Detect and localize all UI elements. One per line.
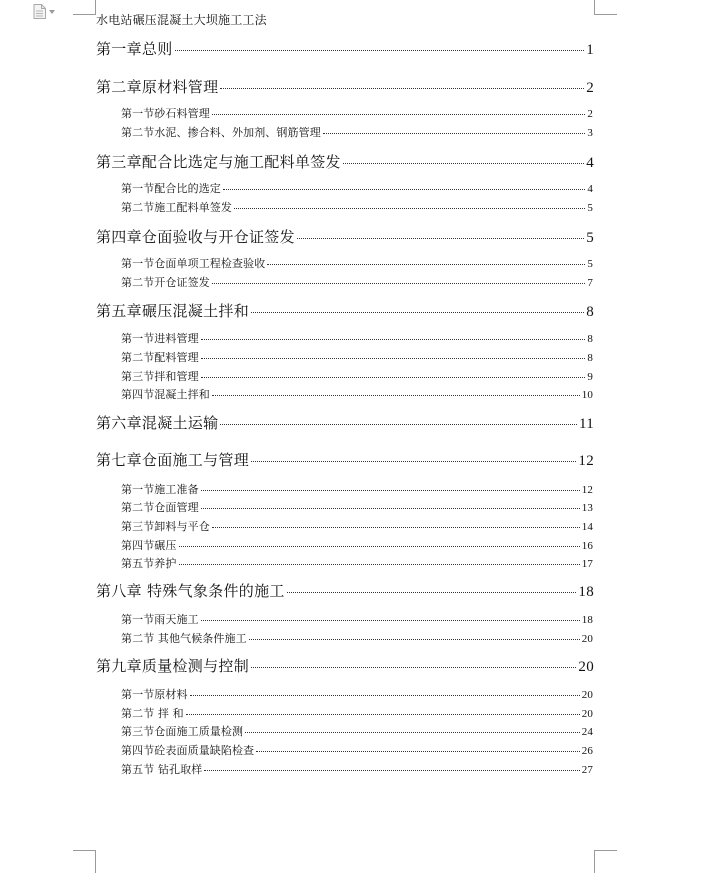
toc-section-entry[interactable] bbox=[121, 388, 593, 402]
toc-section-entry[interactable] bbox=[121, 351, 593, 365]
toc-section-entry[interactable] bbox=[121, 276, 593, 290]
toc-section-entry[interactable] bbox=[121, 201, 593, 215]
toc-leader-dots bbox=[201, 490, 580, 491]
toc-section-page-number: 5 bbox=[587, 258, 593, 270]
toc-leader-dots bbox=[190, 695, 580, 696]
toc-chapter-page-number: 12 bbox=[578, 453, 594, 469]
toc-section-title: 第二节开仓证签发 bbox=[121, 276, 210, 289]
toc-leader-dots bbox=[201, 508, 580, 509]
toc-section-title: 第一节进料管理 bbox=[121, 332, 199, 345]
toc-section-page-number: 3 bbox=[587, 127, 593, 139]
toc-section-page-number: 14 bbox=[581, 521, 593, 533]
toc-section-entry[interactable] bbox=[121, 725, 593, 739]
toc-chapter-title: 第五章碾压混凝土拌和 bbox=[96, 302, 250, 320]
toc-section-page-number: 27 bbox=[581, 764, 593, 776]
toc-leader-dots bbox=[323, 133, 586, 134]
toc-section-title: 第二节施工配料单签发 bbox=[121, 201, 232, 214]
toc-section-title: 第一节配合比的选定 bbox=[121, 182, 221, 195]
toc-section-title: 第一节砂石料管理 bbox=[121, 107, 210, 120]
toc-chapter-entry[interactable] bbox=[96, 450, 594, 471]
toc-leader-dots bbox=[201, 339, 586, 340]
toc-section-entry[interactable] bbox=[121, 632, 593, 646]
toc-chapter-title: 第四章仓面验收与开仓证签发 bbox=[96, 228, 295, 246]
toc-chapter-entry[interactable] bbox=[96, 413, 594, 434]
toc-section-entry[interactable] bbox=[121, 107, 593, 121]
toc-leader-dots bbox=[267, 264, 585, 265]
toc-leader-dots bbox=[179, 564, 580, 565]
toc-chapter-title: 第九章质量检测与控制 bbox=[96, 657, 250, 675]
toc-section-page-number: 7 bbox=[587, 277, 593, 289]
toc-section-title: 第二节水泥、掺合料、外加剂、钢筋管理 bbox=[121, 126, 321, 139]
toc-chapter-page-number: 18 bbox=[578, 584, 594, 600]
toc-leader-dots bbox=[234, 208, 585, 209]
toc-leader-dots bbox=[251, 312, 584, 313]
toc-chapter-entry[interactable] bbox=[96, 227, 594, 248]
toc-chapter-title: 第三章配合比选定与施工配料单签发 bbox=[96, 153, 341, 171]
toc-section-title: 第三节仓面施工质量检测 bbox=[121, 725, 244, 738]
toc-leader-dots bbox=[343, 163, 584, 164]
toc-leader-dots bbox=[297, 238, 584, 239]
toc-section-entry[interactable] bbox=[121, 613, 593, 627]
toc-section-title: 第一节仓面单项工程检查验收 bbox=[121, 257, 266, 270]
toc-chapter-entry[interactable] bbox=[96, 301, 594, 322]
toc-chapter-entry[interactable] bbox=[96, 152, 594, 173]
toc-section-page-number: 16 bbox=[581, 540, 593, 552]
toc-section-title: 第四节混凝土拌和 bbox=[121, 388, 210, 401]
toc-chapter-title: 第一章总则 bbox=[96, 40, 173, 58]
toc-chapter-page-number: 20 bbox=[578, 659, 594, 675]
toc-section-page-number: 20 bbox=[581, 689, 593, 701]
toc-leader-dots bbox=[220, 88, 584, 89]
toc-leader-dots bbox=[287, 592, 577, 593]
toc-leader-dots bbox=[249, 639, 580, 640]
toc-chapter-entry[interactable] bbox=[96, 581, 594, 602]
toc-section-page-number: 24 bbox=[581, 726, 593, 738]
toc-section-entry[interactable] bbox=[121, 688, 593, 702]
toc-section-page-number: 13 bbox=[581, 502, 593, 514]
toc-section-page-number: 20 bbox=[581, 633, 593, 645]
toc-leader-dots bbox=[212, 283, 586, 284]
toc-section-entry[interactable] bbox=[121, 501, 593, 515]
crop-mark-bottom-left bbox=[73, 850, 96, 873]
toc-leader-dots bbox=[245, 732, 580, 733]
document-icon bbox=[33, 4, 46, 19]
toc-leader-dots bbox=[186, 714, 580, 715]
toc-chapter-title: 第七章仓面施工与管理 bbox=[96, 451, 250, 469]
toc-leader-dots bbox=[175, 50, 585, 51]
toc-section-title: 第二节 其他气候条件施工 bbox=[121, 632, 247, 645]
toc-section-title: 第一节施工准备 bbox=[121, 483, 199, 496]
toc-leader-dots bbox=[201, 620, 580, 621]
crop-mark-top-right bbox=[594, 0, 617, 15]
toc-section-entry[interactable] bbox=[121, 483, 593, 497]
toc-leader-dots bbox=[223, 189, 585, 190]
toc-leader-dots bbox=[212, 527, 580, 528]
toc-section-title: 第三节卸料与平仓 bbox=[121, 520, 210, 533]
toc-leader-dots bbox=[220, 424, 577, 425]
toc-section-title: 第四节碾压 bbox=[121, 539, 177, 552]
toc-section-title: 第五节 钻孔取样 bbox=[121, 763, 203, 776]
toc-section-entry[interactable] bbox=[121, 763, 593, 777]
toc-leader-dots bbox=[212, 395, 580, 396]
toc-section-title: 第一节雨天施工 bbox=[121, 613, 199, 626]
toc-chapter-page-number: 5 bbox=[586, 230, 594, 246]
toc-leader-dots bbox=[212, 114, 586, 115]
toc-section-page-number: 26 bbox=[581, 745, 593, 757]
toc-leader-dots bbox=[251, 461, 576, 462]
toc-section-title: 第一节原材料 bbox=[121, 688, 188, 701]
toc-section-page-number: 8 bbox=[587, 333, 593, 345]
toc-chapter-title: 第六章混凝土运输 bbox=[96, 414, 219, 432]
toc-chapter-page-number: 8 bbox=[586, 304, 594, 320]
crop-mark-top-left bbox=[73, 0, 96, 15]
toc-section-page-number: 17 bbox=[581, 558, 593, 570]
toc-chapter-title: 第二章原材料管理 bbox=[96, 78, 219, 96]
toc-section-page-number: 4 bbox=[587, 183, 593, 195]
toc-section-title: 第五节养护 bbox=[121, 557, 177, 570]
toc-section-page-number: 20 bbox=[581, 708, 593, 720]
document-menu[interactable] bbox=[33, 3, 59, 19]
toc-chapter-entry[interactable] bbox=[96, 77, 594, 98]
chevron-down-icon bbox=[49, 10, 55, 14]
toc-leader-dots bbox=[201, 377, 586, 378]
toc-leader-dots bbox=[204, 770, 580, 771]
toc-section-entry[interactable] bbox=[121, 182, 593, 196]
crop-mark-bottom-right bbox=[594, 850, 617, 873]
toc-chapter-entry[interactable] bbox=[96, 39, 594, 60]
toc-section-title: 第四节砼表面质量缺陷检查 bbox=[121, 744, 255, 757]
toc-chapter-page-number: 4 bbox=[586, 155, 594, 171]
toc-section-entry[interactable] bbox=[121, 539, 593, 553]
toc-section-page-number: 10 bbox=[581, 389, 593, 401]
toc-section-entry[interactable] bbox=[121, 744, 593, 758]
toc-section-entry[interactable] bbox=[121, 257, 593, 271]
toc-chapter-title: 第八章 特殊气象条件的施工 bbox=[96, 582, 285, 600]
toc-section-page-number: 8 bbox=[587, 352, 593, 364]
toc-section-entry[interactable] bbox=[121, 370, 593, 384]
toc-section-title: 第三节拌和管理 bbox=[121, 370, 199, 383]
toc-section-page-number: 18 bbox=[581, 614, 593, 626]
toc-section-entry[interactable] bbox=[121, 520, 593, 534]
toc-section-entry[interactable] bbox=[121, 332, 593, 346]
toc-chapter-page-number: 11 bbox=[578, 416, 594, 432]
toc-chapter-page-number: 1 bbox=[586, 42, 594, 58]
toc-leader-dots bbox=[256, 751, 580, 752]
toc-section-title: 第二节 拌 和 bbox=[121, 707, 184, 720]
toc-leader-dots bbox=[201, 358, 586, 359]
toc-section-entry[interactable] bbox=[121, 707, 593, 721]
toc-section-title: 第二节仓面管理 bbox=[121, 501, 199, 514]
toc-leader-dots bbox=[251, 667, 576, 668]
toc-section-page-number: 12 bbox=[581, 484, 593, 496]
toc-section-title: 第二节配料管理 bbox=[121, 351, 199, 364]
document-header-title: 水电站碾压混凝土大坝施工工法 bbox=[96, 13, 267, 27]
toc-section-entry[interactable] bbox=[121, 557, 593, 571]
toc-section-entry[interactable] bbox=[121, 126, 593, 140]
toc-chapter-page-number: 2 bbox=[586, 80, 594, 96]
toc-section-page-number: 9 bbox=[587, 371, 593, 383]
toc-section-page-number: 2 bbox=[587, 108, 593, 120]
toc-section-page-number: 5 bbox=[587, 202, 593, 214]
toc-leader-dots bbox=[179, 546, 580, 547]
toc-chapter-entry[interactable] bbox=[96, 656, 594, 677]
